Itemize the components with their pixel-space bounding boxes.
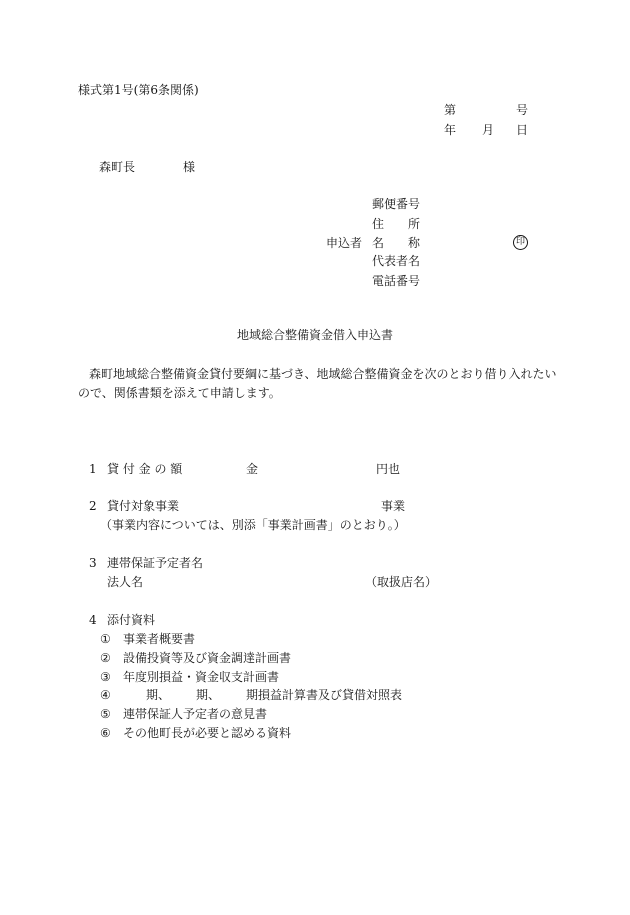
list-marker: ③	[100, 670, 111, 684]
list-item-text: 期損益計算書及び貸借対照表	[246, 688, 403, 702]
list-item-text: 連帯保証人予定者の意見書	[123, 707, 268, 721]
document-title: 地域総合整備資金借入申込書	[236, 328, 393, 342]
item-number: 1	[89, 462, 97, 476]
date-year: 年	[444, 123, 457, 137]
date-month: 月	[482, 123, 495, 137]
loan-amount-label: 貸 付 金 の 額	[107, 462, 183, 476]
list-item-text: 年度別損益・資金収支計画書	[123, 670, 280, 684]
seal-mark: 印	[513, 235, 528, 250]
phone-label: 電話番号	[372, 274, 421, 288]
applicant-label: 申込者	[326, 236, 363, 250]
target-business-label: 貸付対象事業	[107, 499, 180, 513]
list-marker: ④	[100, 688, 111, 702]
business-note: （事業内容については、別添「事業計画書」のとおり。）	[100, 518, 406, 532]
guarantor-label: 連帯保証予定者名	[107, 556, 204, 570]
list-marker: ②	[100, 651, 111, 665]
doc-number-suffix: 号	[516, 103, 529, 117]
list-marker: ⑥	[100, 726, 111, 740]
addressee-honorific: 様	[183, 160, 196, 174]
branch-label: （取扱店名）	[365, 575, 438, 589]
attachments-label: 添付資料	[107, 613, 156, 627]
amount-prefix: 金	[246, 462, 259, 476]
body-line: ので、関係書類を添えて申請します。	[78, 386, 281, 400]
addressee-name: 森町長	[99, 160, 136, 174]
body-line: 森町地域総合整備資金貸付要綱に基づき、地域総合整備資金を次のとおり借り入れたい	[89, 367, 557, 381]
form-number: 様式第1号(第6条関係)	[78, 83, 199, 97]
corporation-label: 法人名	[107, 575, 144, 589]
list-item-text: 期、	[196, 688, 221, 702]
list-marker: ①	[100, 632, 111, 646]
date-day: 日	[516, 123, 529, 137]
business-suffix: 事業	[381, 499, 406, 513]
item-number: 4	[89, 613, 97, 627]
item-number: 2	[89, 499, 97, 513]
name-label: 名 称	[372, 236, 421, 250]
amount-suffix: 円也	[376, 462, 401, 476]
item-number: 3	[89, 556, 97, 570]
address-label: 住 所	[372, 217, 421, 231]
doc-number-prefix: 第	[444, 103, 457, 117]
list-item-text: 事業者概要書	[123, 632, 196, 646]
list-item-text: 期、	[146, 688, 171, 702]
postal-code-label: 郵便番号	[372, 197, 421, 211]
list-marker: ⑤	[100, 707, 111, 721]
list-item-text: 設備投資等及び資金調達計画書	[123, 651, 292, 665]
list-item-text: その他町長が必要と認める資料	[123, 726, 292, 740]
representative-label: 代表者名	[372, 254, 421, 268]
